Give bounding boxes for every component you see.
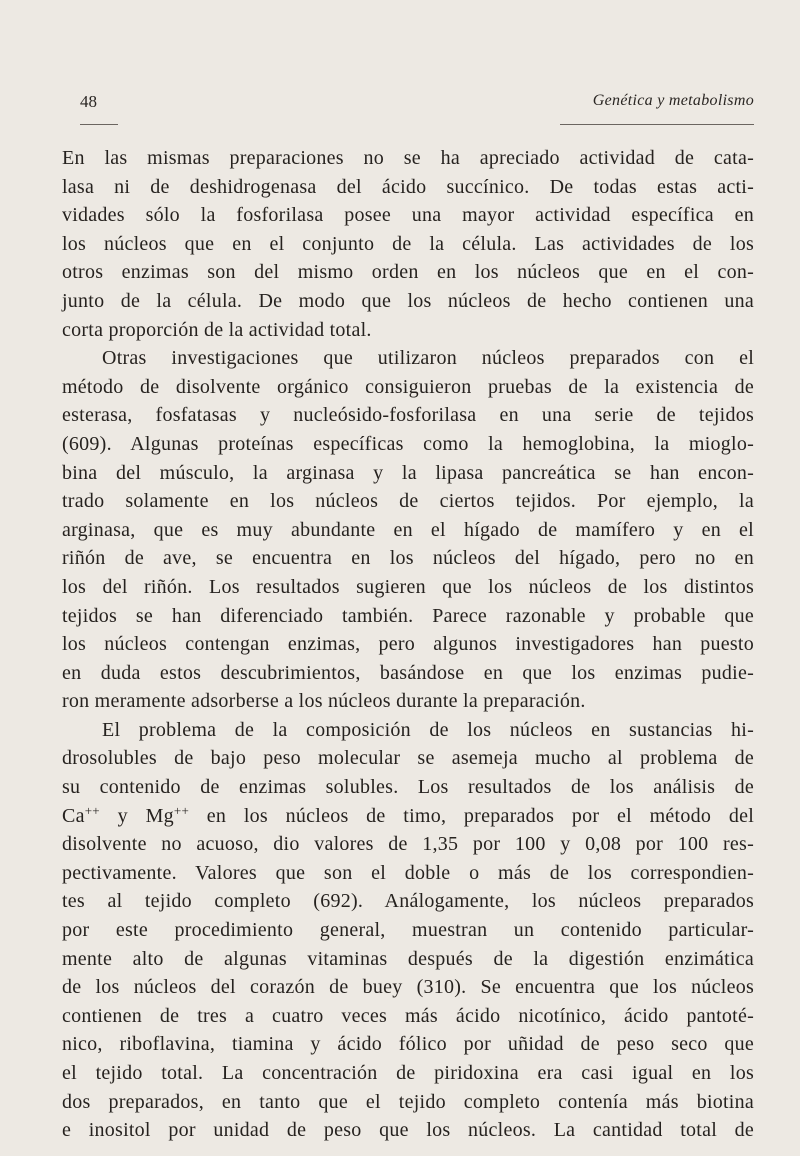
calcium-symbol: Ca (62, 804, 85, 827)
text-line: tes al tejido completo (692). Análogamente, los núcleos preparados (62, 890, 754, 913)
calcium-charge: ++ (84, 802, 100, 818)
text-line: Otras investigaciones que utilizaron núcleos preparados con el (102, 347, 754, 370)
text-line: e inositol por unidad de peso que los núcleos. La cantidad total de (62, 1119, 754, 1142)
text-line: El problema de la composición de los núcleos en sustancias hi- (102, 718, 754, 741)
text-line: ron meramente adsorberse a los núcleos durante la preparación. (62, 690, 586, 713)
text-line: corta proporción de la actividad total. (62, 318, 372, 341)
body-text (62, 144, 754, 1145)
page-header (80, 92, 754, 122)
text-line: (609). Algunas proteínas específicas como la hemoglobina, la mioglo- (62, 432, 754, 455)
text-line: junto de la célula. De modo que los núcleos de hecho contienen una (62, 289, 754, 312)
text-line: método de disolvente orgánico consiguieron pruebas de la existencia de (62, 375, 754, 398)
text-line: nico, riboflavina, tiamina y ácido fólico por uñidad de peso seco que (62, 1033, 754, 1056)
text-line: tejidos se han diferenciado también. Parece razonable y probable que (62, 604, 754, 627)
text-line: el tejido total. La concentración de piridoxina era casi igual en los (62, 1062, 754, 1084)
text-line: vidades sólo la fosforilasa posee una mayor actividad específica en (62, 204, 754, 227)
text-line: su contenido de enzimas solubles. Los resultados de los análisis de (62, 776, 754, 799)
text-line: esterasa, fosfatasas y nucleósido-fosforilasa en una serie de tejidos (62, 404, 754, 427)
text-line: de los núcleos del corazón de buey (310). Se encuentra que los núcleos (62, 976, 754, 999)
text-line: por este procedimiento general, muestran un contenido particular- (62, 919, 754, 942)
line-continuation: en los núcleos de timo, preparados por el método del (189, 804, 754, 827)
text-line: pectivamente. Valores que son el doble o más de los correspondien- (62, 861, 754, 884)
magnesium-charge: ++ (173, 802, 190, 818)
page-number: 48 (80, 92, 97, 111)
text-line: los núcleos que en el conjunto de la célula. Las actividades de los (62, 232, 754, 255)
text-line: otros enzimas son del mismo orden en los núcleos que en el con- (62, 261, 754, 284)
text-line: dos preparados, en tanto que el tejido completo contenía más biotina (62, 1090, 754, 1113)
text-line: en duda estos descubrimientos, basándose en que los enzimas pudie- (62, 661, 754, 684)
text-line: drosolubles de bajo peso molecular se asemeja mucho al problema de (62, 747, 754, 770)
header-rule-left (80, 124, 118, 125)
running-title: Genética y metabolismo (592, 92, 754, 109)
text-line: riñón de ave, se encuentra en los núcleos del hígado, pero no en (62, 547, 754, 570)
text-line: lasa ni de deshidrogenasa del ácido succínico. De todas estas acti- (62, 175, 754, 198)
text-line: disolvente no acuoso, dio valores de 1,35 por 100 y 0,08 por 100 res- (62, 833, 754, 856)
text-line: trado solamente en los núcleos de ciertos tejidos. Por ejemplo, la (62, 490, 754, 513)
text-line: los del riñón. Los resultados sugieren que los núcleos de los distintos (62, 575, 754, 598)
text-line: arginasa, que es muy abundante en el hígado de mamífero y en el (62, 518, 754, 541)
magnesium-symbol: y Mg (99, 804, 174, 827)
text-line: mente alto de algunas vitaminas después de la digestión enzimática (62, 947, 754, 970)
text-line: bina del músculo, la arginasa y la lipasa pancreática se han encon- (62, 461, 754, 484)
text-line: En las mismas preparaciones no se ha apreciado actividad de cata- (62, 147, 754, 169)
header-rule-right (560, 124, 754, 125)
text-line-ion-concentrations (62, 802, 754, 831)
text-line: los núcleos contengan enzimas, pero algunos investigadores han puesto (62, 633, 754, 656)
text-line: contienen de tres a cuatro veces más ácido nicotínico, ácido pantoté- (62, 1004, 754, 1027)
